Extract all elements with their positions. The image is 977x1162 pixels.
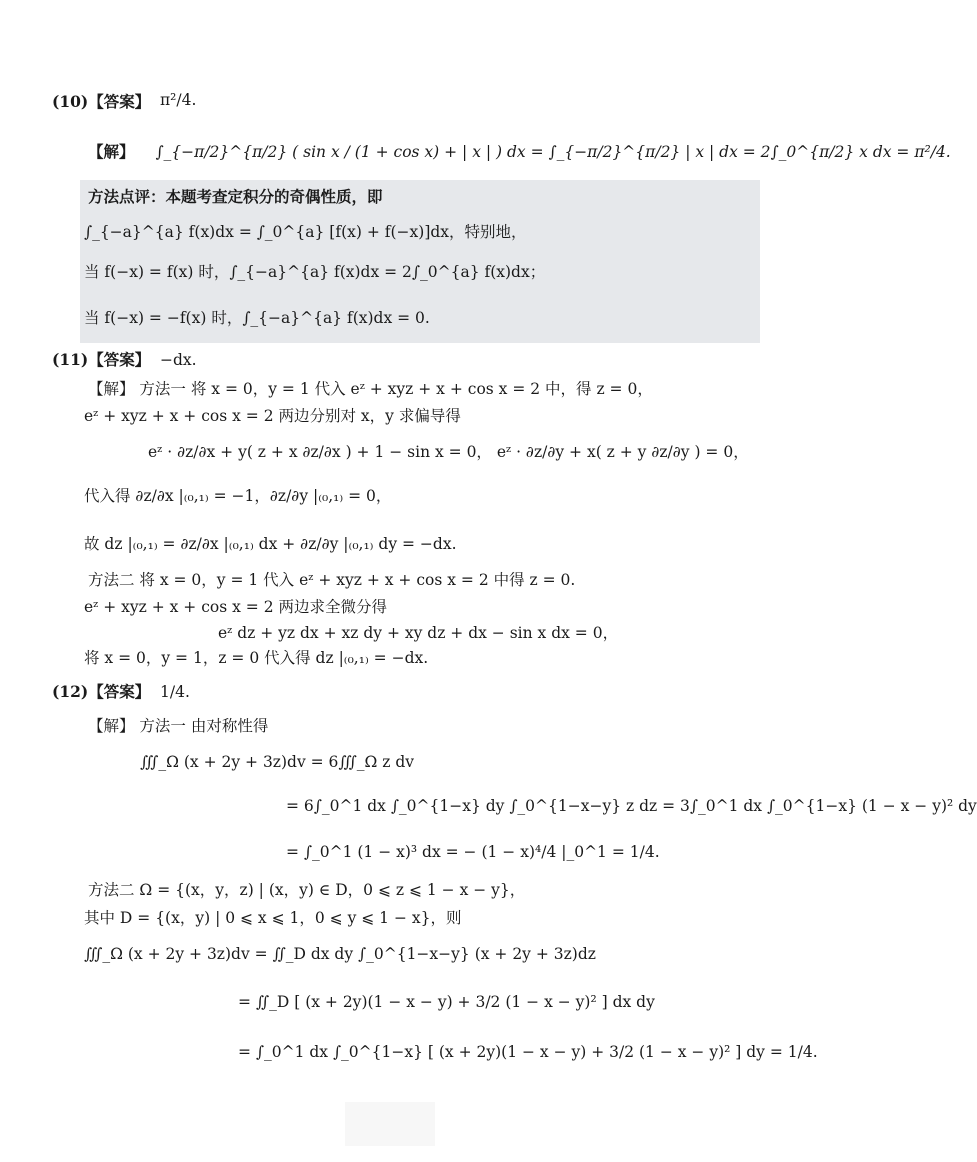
q11-method1-line2: eᶻ + xyz + x + cos x = 2 两边分别对 x，y 求偏导得 [84, 407, 461, 425]
q10-solution: 【解】 ∫_{−π/2}^{π/2} ( sin x / (1 + cos x) + | x | ) dx = ∫_{−π/2}^{π/2} | x | dx = 2∫_0^{π/2} x dx = π²/4. [88, 142, 951, 161]
q12-method1-head: 【解】 方法一 由对称性得 [88, 717, 269, 735]
comment-line-3: 当 f(−x) = f(x) 时，∫_{−a}^{a} f(x)dx = 2∫_0^{a} f(x)dx； [84, 263, 546, 281]
q11-method1-line4: 代入得 ∂z/∂x |₍₀,₁₎ = −1，∂z/∂y |₍₀,₁₎ = 0， [84, 487, 392, 505]
q10-answer: π²/4. [160, 91, 197, 109]
page-footer-blank [345, 1102, 435, 1146]
q11-method2-line2: eᶻ + xyz + x + cos x = 2 两边求全微分得 [84, 598, 387, 616]
q10-label: (10)【答案】 [52, 92, 151, 111]
q12-answer: 1/4. [160, 683, 190, 701]
q12-method2-eq1: ∭_Ω (x + 2y + 3z)dv = ∬_D dx dy ∫_0^{1−x−y} (x + 2y + 3z)dz [84, 945, 596, 963]
q11-method1-head: 【解】 方法一 将 x = 0，y = 1 代入 eᶻ + xyz + x + cos x = 2 中，得 z = 0， [88, 380, 653, 398]
q12-method2-line1: 方法二 Ω = {(x，y，z) | (x，y) ∈ D，0 ⩽ z ⩽ 1 − x − y}， [88, 881, 526, 899]
q12-method1-eq1: ∭_Ω (x + 2y + 3z)dv = 6∭_Ω z dv [140, 753, 415, 771]
q11-answer: −dx. [160, 351, 197, 369]
q12-method1-eq2: = 6∫_0^1 dx ∫_0^{1−x} dy ∫_0^{1−x−y} z dz = 3∫_0^1 dx ∫_0^{1−x} (1 − x − y)² dy [286, 797, 977, 815]
q12-method2-eq3: = ∫_0^1 dx ∫_0^{1−x} [ (x + 2y)(1 − x − y) + 3/2 (1 − x − y)² ] dy = 1/4. [238, 1043, 818, 1061]
q11-method1-line5: 故 dz |₍₀,₁₎ = ∂z/∂x |₍₀,₁₎ dx + ∂z/∂y |₍₀,₁₎ dy = −dx. [84, 535, 457, 553]
q12-method2-line2: 其中 D = {(x，y) | 0 ⩽ x ⩽ 1，0 ⩽ y ⩽ 1 − x}，则 [84, 909, 462, 927]
q12-method1-eq3: = ∫_0^1 (1 − x)³ dx = − (1 − x)⁴/4 |_0^1 = 1/4. [286, 843, 660, 861]
comment-line-2: ∫_{−a}^{a} f(x)dx = ∫_0^{a} [f(x) + f(−x)]dx，特别地， [84, 223, 527, 241]
q11-method2-line4: 将 x = 0，y = 1，z = 0 代入得 dz |₍₀,₁₎ = −dx. [84, 649, 429, 667]
q11-method2-line1: 方法二 将 x = 0，y = 1 代入 eᶻ + xyz + x + cos x = 2 中得 z = 0. [88, 571, 576, 589]
comment-line-1: 方法点评：本题考查定积分的奇偶性质，即 [88, 187, 383, 206]
q12-method2-eq2: = ∬_D [ (x + 2y)(1 − x − y) + 3/2 (1 − x − y)² ] dx dy [238, 993, 655, 1011]
q11-method1-equation: eᶻ · ∂z/∂x + y( z + x ∂z/∂x ) + 1 − sin x = 0， eᶻ · ∂z/∂y + x( z + y ∂z/∂y ) = 0， [148, 443, 749, 461]
q11-method2-equation: eᶻ dz + yz dx + xz dy + xy dz + dx − sin x dx = 0， [218, 624, 619, 642]
comment-line-4: 当 f(−x) = −f(x) 时，∫_{−a}^{a} f(x)dx = 0. [84, 309, 430, 327]
q10-solution-formula: ∫_{−π/2}^{π/2} ( sin x / (1 + cos x) + | x | ) dx = ∫_{−π/2}^{π/2} | x | dx = 2∫_0^{π/2} x dx = π²/4. [155, 143, 951, 161]
q12-label: (12)【答案】 [52, 682, 151, 701]
q11-label: (11)【答案】 [52, 350, 151, 369]
